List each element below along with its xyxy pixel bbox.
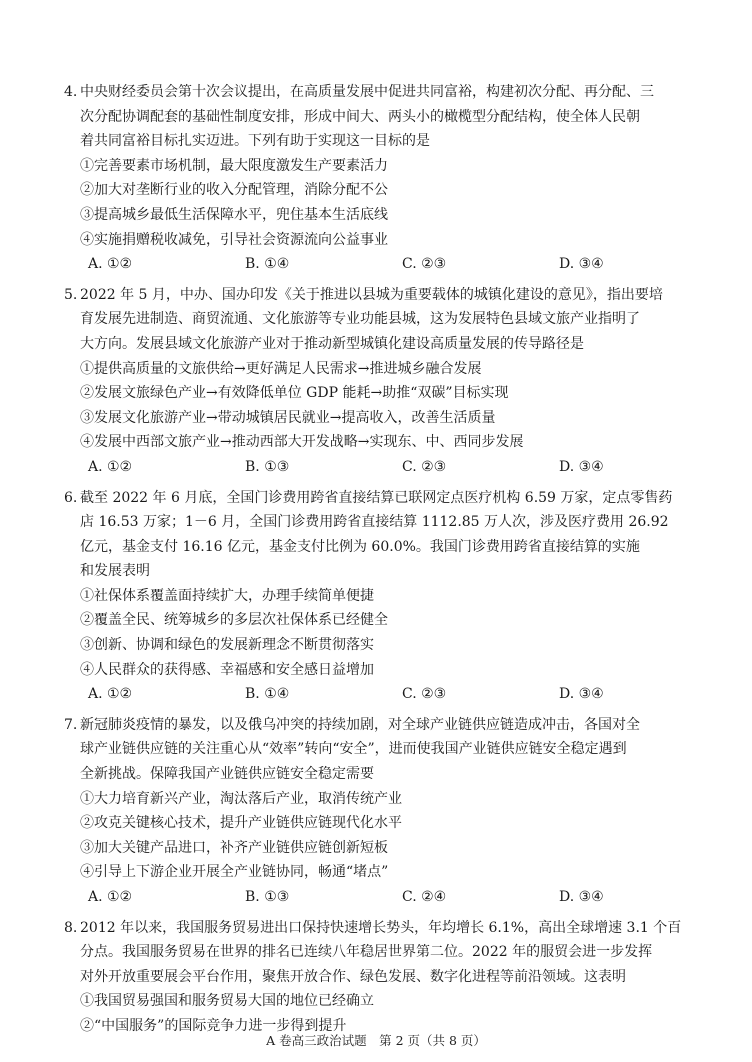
statement-option: ③发展文化旅游产业→带动城镇居民就业→提高收入，改善生活质量 bbox=[80, 409, 496, 426]
question-stem-line bbox=[66, 713, 716, 738]
answer-choice-c[interactable]: C. ②③ bbox=[402, 686, 447, 703]
answer-choice-c[interactable]: C. ②③ bbox=[402, 458, 447, 475]
statement-option: ②攻克关键核心技术，提升产业链供应链现代化水平 bbox=[80, 815, 402, 832]
answer-choices bbox=[66, 682, 716, 707]
statement-option: ③创新、协调和绿色的发展新理念不断贯彻落实 bbox=[80, 637, 374, 654]
question-stem-line: 大方向。发展县域文化旅游产业对于推动新型城镇化建设高质量发展的传导路径是 bbox=[80, 335, 584, 352]
statement-option: ②“中国服务”的国际竞争力进一步得到提升 bbox=[80, 1017, 347, 1034]
statement-option: ①完善要素市场机制，最大限度激发生产要素活力 bbox=[80, 157, 388, 174]
question-list bbox=[66, 80, 716, 1045]
question-number: 7. bbox=[64, 716, 78, 733]
question-stem-line: 分点。我国服务贸易在世界的排名已连续八年稳居世界第二位。2022 年的服贸会进一步发挥 bbox=[80, 944, 653, 961]
question-stem-line: 店 16.53 万家；1－6 月，全国门诊费用跨省直接结算 1112.85 万人次，涉及医疗费用 26.92 bbox=[80, 514, 669, 531]
answer-choice-d[interactable]: D. ③④ bbox=[559, 889, 604, 905]
answer-choices bbox=[66, 455, 716, 480]
question-stem-line bbox=[66, 486, 716, 511]
question-8 bbox=[66, 916, 716, 1039]
question-stem-line bbox=[66, 916, 716, 941]
statement-option: ③提高城乡最低生活保障水平，兜住基本生活底线 bbox=[80, 206, 388, 223]
answer-choices bbox=[66, 885, 716, 910]
question-number: 6. bbox=[64, 489, 78, 506]
answer-choice-b[interactable]: B. ①③ bbox=[245, 458, 290, 475]
statement-option: ①社保体系覆盖面持续扩大，办理手续简单便捷 bbox=[80, 587, 374, 604]
statement-option: ④引导上下游企业开展全产业链协同，畅通“堵点” bbox=[80, 864, 389, 881]
statement-option: ②加大对垄断行业的收入分配管理，消除分配不公 bbox=[80, 182, 388, 199]
answer-choice-d[interactable]: D. ③④ bbox=[559, 686, 604, 703]
statement-option: ④发展中西部文旅产业→推动西部大开发战略→实现东、中、西同步发展 bbox=[80, 434, 524, 451]
question-stem-line: 育发展先进制造、商贸流通、文化旅游等专业功能县城，这为发展特色县域文旅产业指明了 bbox=[80, 311, 640, 328]
question-number: 4. bbox=[64, 84, 78, 100]
question-number: 8. bbox=[64, 919, 78, 936]
statement-option: ②覆盖全民、统筹城乡的多层次社保体系已经健全 bbox=[80, 612, 388, 629]
question-6 bbox=[66, 486, 716, 707]
question-5 bbox=[66, 283, 716, 480]
question-stem-text: 截至 2022 年 6 月底，全国门诊费用跨省直接结算已联网定点医疗机构 6.59 万家，定点零售药 bbox=[80, 489, 673, 506]
question-stem-line: 亿元，基金支付 16.16 亿元，基金支付比例为 60.0%。我国门诊费用跨省直接结算的实施 bbox=[80, 538, 640, 555]
question-7 bbox=[66, 713, 716, 910]
answer-choice-d[interactable]: D. ③④ bbox=[559, 256, 604, 273]
question-number: 5. bbox=[64, 286, 78, 303]
answer-choice-d[interactable]: D. ③④ bbox=[559, 458, 604, 475]
statement-option: ④人民群众的获得感、幸福感和安全感日益增加 bbox=[80, 661, 374, 678]
question-stem-line bbox=[66, 283, 716, 308]
question-stem-line: 球产业链供应链的关注重心从“效率”转向“安全”，进而使我国产业链供应链安全稳定遇到 bbox=[80, 741, 627, 758]
question-stem-text: 中央财经委员会第十次会议提出，在高质量发展中促进共同富裕，构建初次分配、再分配、三 bbox=[80, 84, 654, 100]
question-stem-line: 全新挑战。保障我国产业链供应链安全稳定需要 bbox=[80, 766, 374, 783]
question-stem-text: 新冠肺炎疫情的暴发，以及俄乌冲突的持续加剧，对全球产业链供应链造成冲击，各国对全 bbox=[80, 716, 640, 733]
answer-choice-c[interactable]: C. ②④ bbox=[402, 889, 447, 905]
answer-choice-b[interactable]: B. ①④ bbox=[245, 686, 290, 703]
answer-choices bbox=[66, 252, 716, 277]
statement-option: ③加大关键产品进口，补齐产业链供应链创新短板 bbox=[80, 839, 388, 856]
statement-option: ④实施捐赠税收减免，引导社会资源流向公益事业 bbox=[80, 231, 388, 248]
statement-option: ①大力培育新兴产业，淘汰落后产业，取消传统产业 bbox=[80, 790, 402, 807]
statement-option: ①提供高质量的文旅供给→更好满足人民需求→推进城乡融合发展 bbox=[80, 360, 482, 377]
question-stem-text: 2022 年 5 月，中办、国办印发《关于推进以县城为重要载体的城镇化建设的意见》，指出要培 bbox=[80, 286, 663, 303]
question-stem-line: 和发展表明 bbox=[80, 563, 150, 580]
answer-choice-c[interactable]: C. ②③ bbox=[402, 256, 447, 273]
question-stem-text: 2012 年以来，我国服务贸易进出口保持快速增长势头，年均增长 6.1%，高出全球增速 3.1 个百 bbox=[80, 919, 682, 936]
question-4 bbox=[66, 80, 716, 277]
answer-choice-a[interactable]: A. ①② bbox=[88, 256, 133, 273]
answer-choice-b[interactable]: B. ①④ bbox=[245, 256, 290, 273]
answer-choice-a[interactable]: A. ①② bbox=[88, 889, 133, 905]
answer-choice-b[interactable]: B. ①③ bbox=[245, 889, 290, 905]
answer-choice-a[interactable]: A. ①② bbox=[88, 686, 133, 703]
question-stem-line: 对外开放重要展会平台作用，聚焦开放合作、绿色发展、数字化进程等前沿领域。这表明 bbox=[80, 968, 626, 985]
answer-choice-a[interactable]: A. ①② bbox=[88, 458, 133, 475]
question-stem-line: 次分配协调配套的基础性制度安排，形成中间大、两头小的橄榄型分配结构，使全体人民朝 bbox=[80, 108, 640, 125]
question-stem-line: 着共同富裕目标扎实迈进。下列有助于实现这一目标的是 bbox=[80, 133, 430, 150]
statement-option: ②发展文旅绿色产业→有效降低单位 GDP 能耗→助推“双碳”目标实现 bbox=[80, 385, 509, 402]
page-footer: A 卷高三政治试题 第 2 页（共 8 页） bbox=[266, 1033, 486, 1048]
question-stem-line bbox=[66, 80, 716, 105]
statement-option: ①我国贸易强国和服务贸易大国的地位已经确立 bbox=[80, 993, 374, 1010]
